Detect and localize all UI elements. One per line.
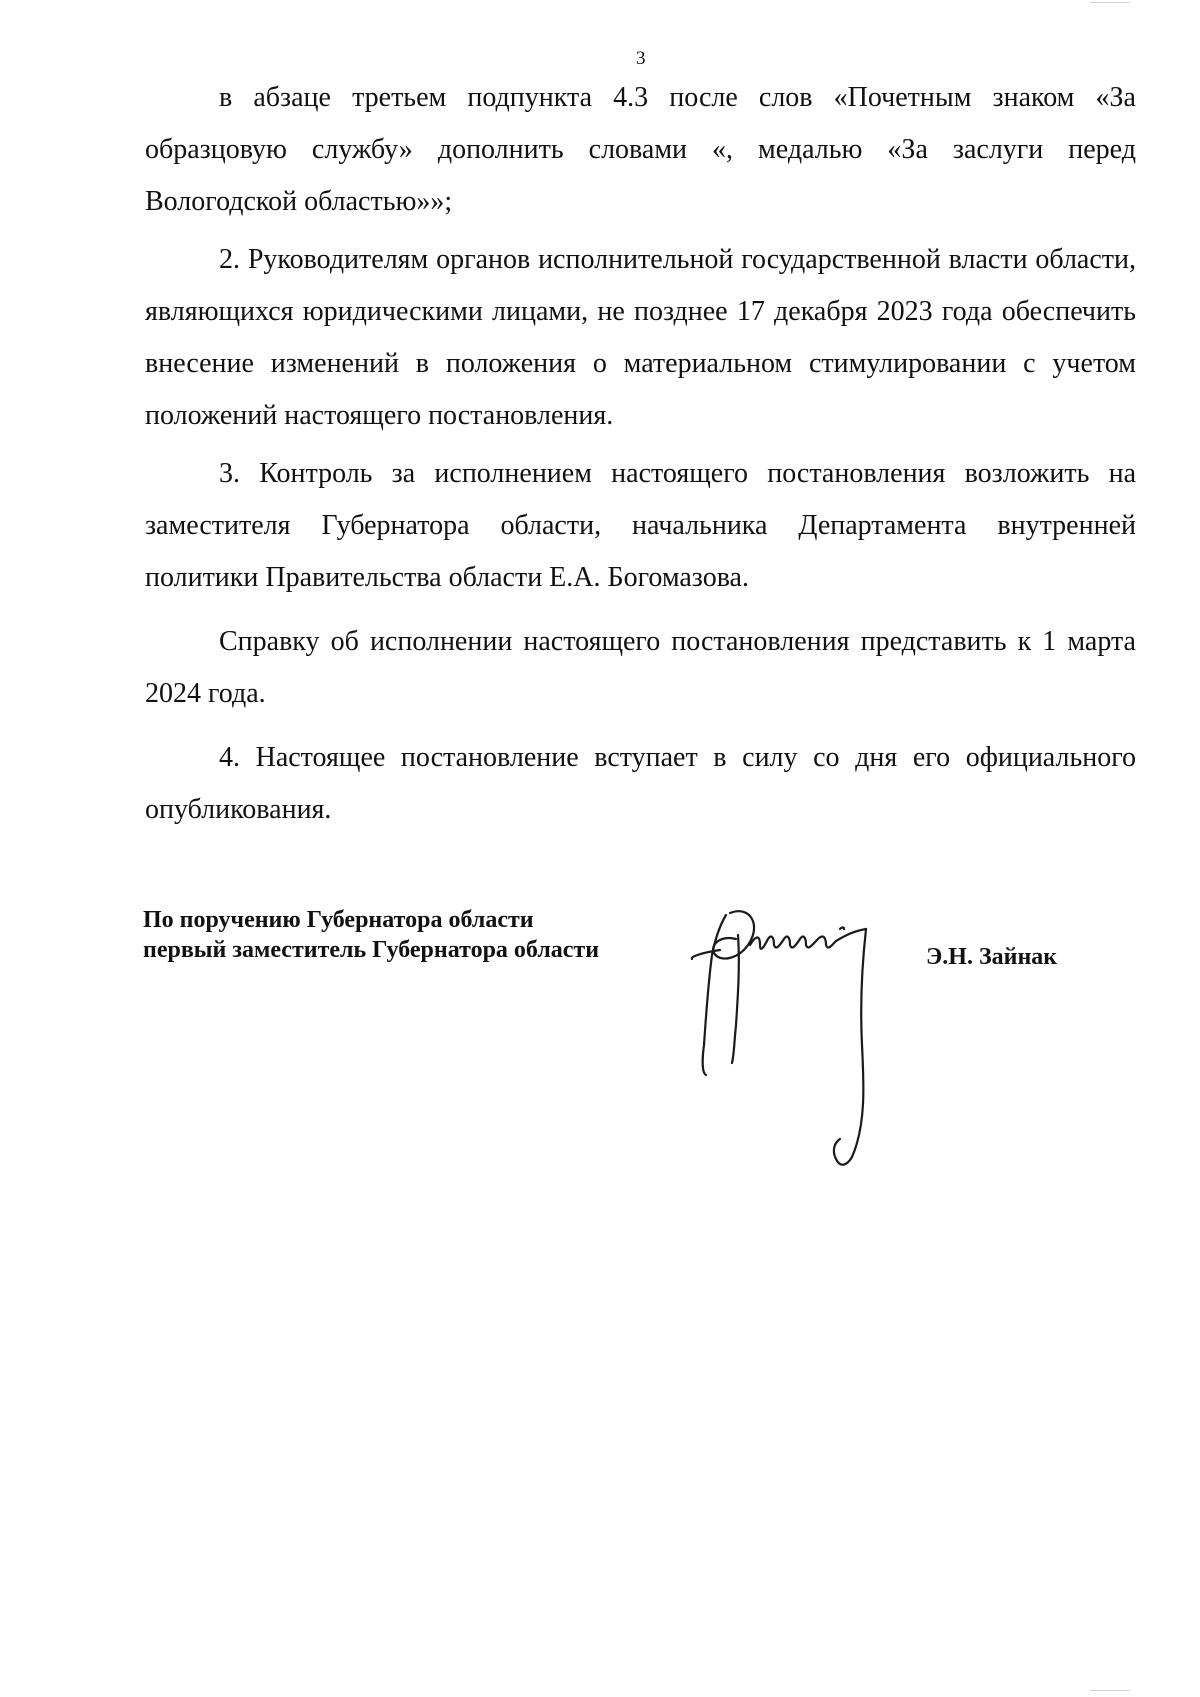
signature-block [143, 905, 599, 965]
paragraph-item-4: 4. Настоящее постановление вступает в силу со дня его официального опубликования. [145, 742, 1136, 825]
signer-name: Э.Н. Зайнак [926, 944, 1058, 970]
paragraph-item-2: 2. Руководителям органов исполнительной государственной власти области, являющихся юридическими лицами, не позднее 17 декабря 2023 года обеспечить внесение изменений в положения о материальном стимулировании с учетом положений настоящего постановления. [145, 244, 1136, 431]
paragraph-item-3: 3. Контроль за исполнением настоящего постановления возложить на заместителя Губернатора области, начальника Департамента внутренней политики Правительства области Е.А. Богомазова. [145, 458, 1136, 593]
signature-position-line: первый заместитель Губернатора области [143, 937, 600, 963]
scan-edge-mark-top [1090, 2, 1130, 3]
signature-authority-line: По поручению Губернатора области [143, 907, 534, 933]
paragraph-amendment: в абзаце третьем подпункта 4.3 после слов «Почетным знаком «За образцовую службу» дополнить словами «, медалью «За заслуги перед Вологодской областью»»; [145, 82, 1136, 217]
paragraph-report: Справку об исполнении настоящего постановления представить к 1 марта 2024 года. [145, 626, 1136, 709]
scan-edge-mark-bottom [1090, 1690, 1130, 1691]
handwritten-signature [690, 895, 930, 1175]
page-number: 3 [636, 48, 646, 69]
document-body [145, 72, 1136, 836]
